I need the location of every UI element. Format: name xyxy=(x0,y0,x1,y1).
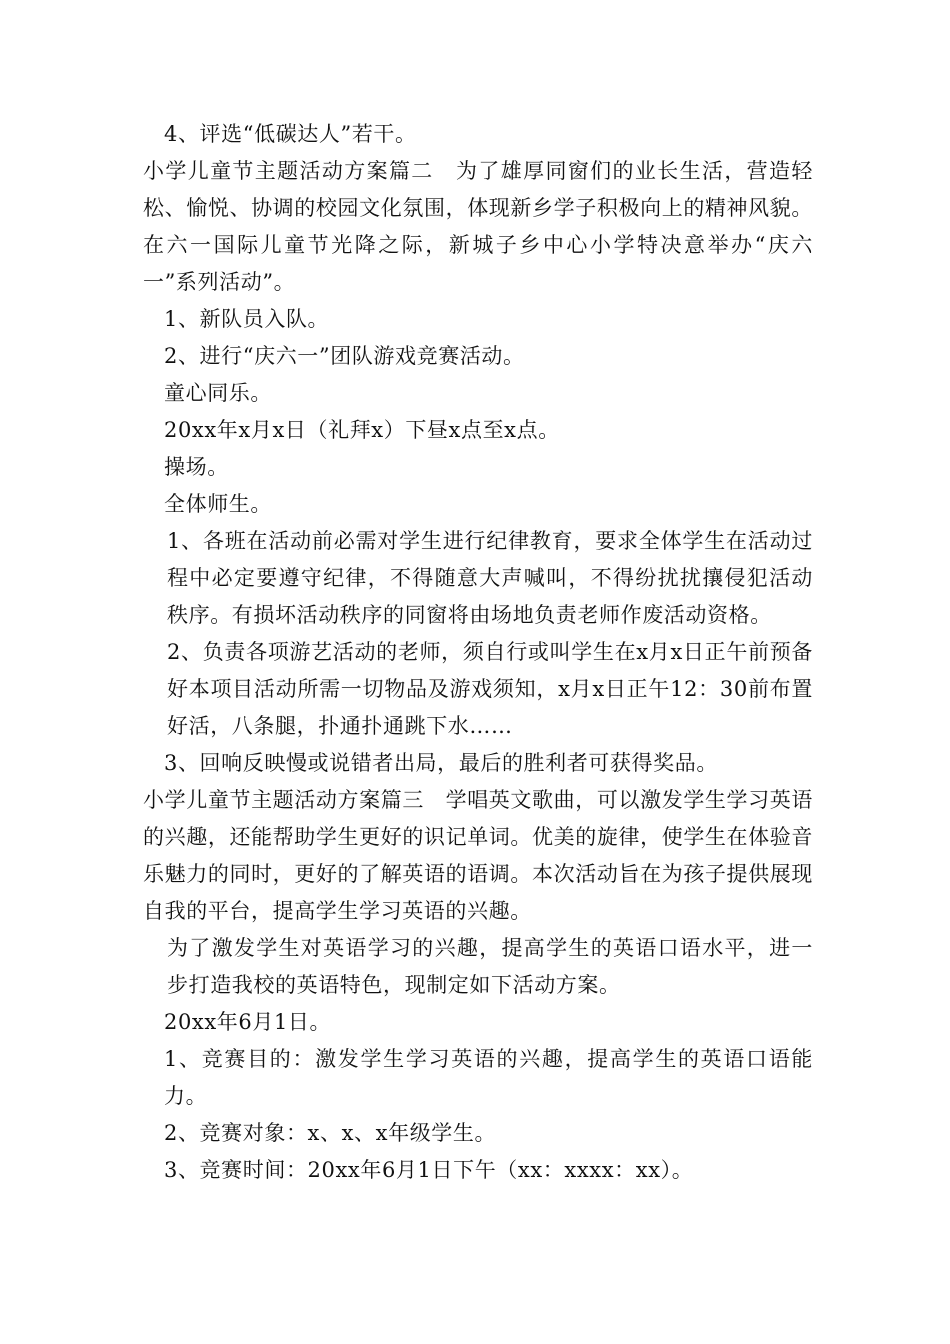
list-item: 2、竞赛对象：x、x、x年级学生。 xyxy=(164,1121,497,1145)
document-body xyxy=(143,116,813,1189)
section-paragraph: 小学儿童节主题活动方案篇三 学唱英文歌曲，可以激发学生学习英语的兴趣，还能帮助学生更好的识记单词。优美的旋律，使学生在体验音乐魅力的同时，更好的了解英语的语调。本次活动旨在为孩子提供展现自我的平台，提高学生学习英语的兴趣。 xyxy=(143,788,813,923)
list-item: 4、评选“低碳达人”若干。 xyxy=(164,122,417,146)
body-paragraph: 20xx年x月x日（礼拜x）下昼x点至x点。 xyxy=(164,418,560,442)
body-paragraph: 操场。 xyxy=(164,455,229,479)
list-item: 3、回响反映慢或说错者出局，最后的胜利者可获得奖品。 xyxy=(164,751,718,775)
body-paragraph: 全体师生。 xyxy=(164,492,272,516)
body-paragraph: 为了激发学生对英语学习的兴趣，提高学生的英语口语水平，进一步打造我校的英语特色，现制定如下活动方案。 xyxy=(167,936,813,997)
list-item: 1、竞赛目的：激发学生学习英语的兴趣，提高学生的英语口语能力。 xyxy=(164,1047,813,1108)
list-item: 1、新队员入队。 xyxy=(164,307,330,331)
list-item: 3、竞赛时间：20xx年6月1日下午（xx：xxxx：xx）。 xyxy=(164,1158,694,1182)
list-item: 1、各班在活动前必需对学生进行纪律教育，要求全体学生在活动过程中必定要遵守纪律，不得随意大声喊叫，不得纷扰扰攘侵犯活动秩序。有损坏活动秩序的同窗将由场地负责老师作废活动资格。 xyxy=(167,529,813,627)
body-paragraph: 童心同乐。 xyxy=(164,381,272,405)
body-paragraph: 20xx年6月1日。 xyxy=(164,1010,332,1034)
list-item: 2、负责各项游艺活动的老师，须自行或叫学生在x月x日正午前预备好本项目活动所需一切物品及游戏须知，x月x日正午12：30前布置好活，八条腿，扑通扑通跳下水…… xyxy=(167,640,813,738)
list-item: 2、进行“庆六一”团队游戏竞赛活动。 xyxy=(164,344,525,368)
section-paragraph: 小学儿童节主题活动方案篇二 为了雄厚同窗们的业长生活，营造轻松、愉悦、协调的校园文化氛围，体现新乡学子积极向上的精神风貌。在六一国际儿童节光降之际，新城子乡中心小学特决意举办“庆六一”系列活动”。 xyxy=(143,159,813,294)
